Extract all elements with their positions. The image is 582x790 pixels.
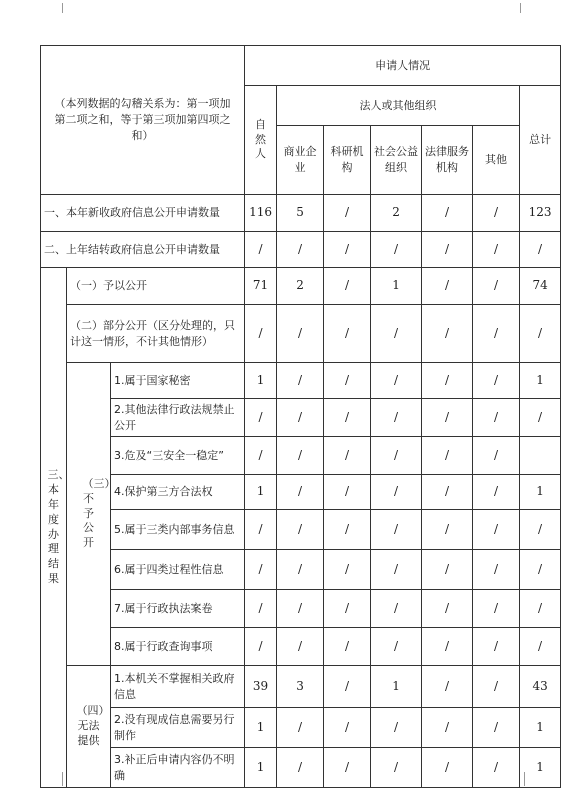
cell: /: [473, 363, 520, 399]
row-label: 8.属于行政查询事项: [111, 628, 245, 666]
legal-entity-header: 法人或其他组织: [277, 86, 520, 126]
cell: /: [520, 510, 561, 550]
cell: /: [324, 475, 371, 510]
cell: /: [422, 232, 473, 268]
cell: /: [324, 305, 371, 363]
cell: /: [473, 268, 520, 305]
table-row: [41, 305, 561, 363]
row-label: 二、上年结转政府信息公开申请数量: [41, 232, 245, 268]
cell: /: [324, 510, 371, 550]
natural-person-header: 自然人: [245, 86, 277, 195]
row-label: 3.补正后申请内容仍不明确: [111, 748, 245, 788]
cell: 1: [245, 708, 277, 748]
cell: 2: [371, 195, 422, 232]
row-label: 4.保护第三方合法权: [111, 475, 245, 510]
row-label: （一）予以公开: [67, 268, 245, 305]
cell: /: [473, 475, 520, 510]
row-label: 7.属于行政执法案卷: [111, 590, 245, 628]
cell: /: [473, 748, 520, 788]
cell: /: [371, 748, 422, 788]
cell: /: [422, 363, 473, 399]
legal-service-header: 法律服务机构: [422, 126, 473, 195]
cell: /: [422, 268, 473, 305]
cell: /: [473, 232, 520, 268]
cell: /: [324, 268, 371, 305]
table-row: [41, 748, 561, 788]
cell: /: [422, 475, 473, 510]
crop-mark: [52, 3, 63, 13]
cell: /: [371, 628, 422, 666]
cell: 1: [245, 363, 277, 399]
cell: /: [324, 628, 371, 666]
cell: /: [277, 475, 324, 510]
cell: /: [520, 550, 561, 590]
cell: /: [277, 363, 324, 399]
cell: 3: [277, 666, 324, 708]
cell: /: [324, 437, 371, 475]
cell: /: [324, 232, 371, 268]
cell: /: [324, 590, 371, 628]
cell: /: [324, 399, 371, 437]
cell: 116: [245, 195, 277, 232]
other-header: 其他: [473, 126, 520, 195]
cell: /: [324, 195, 371, 232]
cell: /: [520, 305, 561, 363]
cell: /: [277, 550, 324, 590]
cell: /: [324, 666, 371, 708]
applicant-status-header: 申请人情况: [245, 46, 561, 86]
table-row: [41, 666, 561, 708]
cell: /: [371, 399, 422, 437]
cell: /: [422, 590, 473, 628]
disclosure-statistics-table: [40, 45, 561, 788]
table-row: [41, 437, 561, 475]
table-row: [41, 195, 561, 232]
cell: /: [422, 628, 473, 666]
cell: /: [473, 510, 520, 550]
cell: /: [520, 590, 561, 628]
cell: 74: [520, 268, 561, 305]
cell: /: [245, 510, 277, 550]
cell: /: [371, 550, 422, 590]
commercial-header: 商业企业: [277, 126, 324, 195]
cell: /: [277, 590, 324, 628]
cell: /: [520, 232, 561, 268]
cell: /: [277, 232, 324, 268]
cell: /: [422, 708, 473, 748]
row-label: 一、本年新收政府信息公开申请数量: [41, 195, 245, 232]
cell: 39: [245, 666, 277, 708]
cell: /: [245, 550, 277, 590]
table-row: [41, 268, 561, 305]
cell: /: [473, 437, 520, 475]
cell: /: [245, 628, 277, 666]
cell: 1: [371, 666, 422, 708]
cell: /: [324, 708, 371, 748]
cell: /: [277, 399, 324, 437]
cell: /: [473, 590, 520, 628]
cell: /: [277, 305, 324, 363]
total-header: 总计: [520, 86, 561, 195]
cell: /: [245, 590, 277, 628]
cell: 123: [520, 195, 561, 232]
cell: /: [473, 550, 520, 590]
row-label: 5.属于三类内部事务信息: [111, 510, 245, 550]
cell: /: [473, 666, 520, 708]
cell: [520, 437, 561, 475]
cell: /: [371, 510, 422, 550]
table-row: [41, 510, 561, 550]
table-row: [41, 232, 561, 268]
cell: /: [371, 437, 422, 475]
cell: 1: [520, 475, 561, 510]
crop-mark: [520, 3, 531, 13]
cell: /: [245, 232, 277, 268]
cell: /: [277, 628, 324, 666]
row-label: 1.属于国家秘密: [111, 363, 245, 399]
cell: 2: [277, 268, 324, 305]
section-3-label: 三、本年度办理结果: [41, 268, 67, 788]
cell: /: [324, 363, 371, 399]
cell: 5: [277, 195, 324, 232]
cell: /: [422, 510, 473, 550]
cell: 1: [371, 268, 422, 305]
cell: /: [371, 305, 422, 363]
cell: 71: [245, 268, 277, 305]
cell: 1: [245, 475, 277, 510]
cell: /: [371, 590, 422, 628]
cell: /: [473, 708, 520, 748]
cell: /: [520, 628, 561, 666]
cell: /: [277, 748, 324, 788]
cell: /: [245, 399, 277, 437]
cell: /: [422, 399, 473, 437]
cell: /: [473, 399, 520, 437]
cell: /: [473, 628, 520, 666]
cell: /: [371, 708, 422, 748]
row-label: 2.其他法律行政法规禁止公开: [111, 399, 245, 437]
cell: /: [324, 550, 371, 590]
row-label: （二）部分公开（区分处理的，只计这一情形，不计其他情形）: [67, 305, 245, 363]
cell: /: [371, 475, 422, 510]
cell: /: [422, 305, 473, 363]
cell: 1: [520, 708, 561, 748]
table-row: [41, 708, 561, 748]
cell: 1: [520, 363, 561, 399]
cell: /: [277, 510, 324, 550]
group-3-label: （三）不予公开: [67, 363, 111, 666]
cell: 1: [245, 748, 277, 788]
table-row: [41, 590, 561, 628]
table-row: [41, 550, 561, 590]
cell: /: [277, 708, 324, 748]
cell: /: [473, 195, 520, 232]
cell: /: [422, 437, 473, 475]
cell: /: [324, 748, 371, 788]
cell: /: [245, 437, 277, 475]
row-label: 1.本机关不掌握相关政府信息: [111, 666, 245, 708]
cell: 43: [520, 666, 561, 708]
row-label: 3.危及“三安全一稳定”: [111, 437, 245, 475]
cell: /: [371, 363, 422, 399]
cell: /: [245, 305, 277, 363]
group-4-label: （四）无法提供: [67, 666, 111, 788]
row-label: 6.属于四类过程性信息: [111, 550, 245, 590]
table-row: [41, 399, 561, 437]
cell: /: [422, 195, 473, 232]
cell: /: [422, 666, 473, 708]
table-row: [41, 363, 561, 399]
cell: /: [520, 399, 561, 437]
relation-note: （本列数据的勾稽关系为：第一项加第二项之和，等于第三项加第四项之和）: [41, 46, 245, 195]
cell: /: [371, 232, 422, 268]
cell: 1: [520, 748, 561, 788]
cell: /: [422, 748, 473, 788]
cell: /: [473, 305, 520, 363]
social-header: 社会公益组织: [371, 126, 422, 195]
cell: /: [277, 437, 324, 475]
row-label: 2.没有现成信息需要另行制作: [111, 708, 245, 748]
cell: /: [422, 550, 473, 590]
research-header: 科研机构: [324, 126, 371, 195]
table-row: [41, 475, 561, 510]
table-row: [41, 628, 561, 666]
